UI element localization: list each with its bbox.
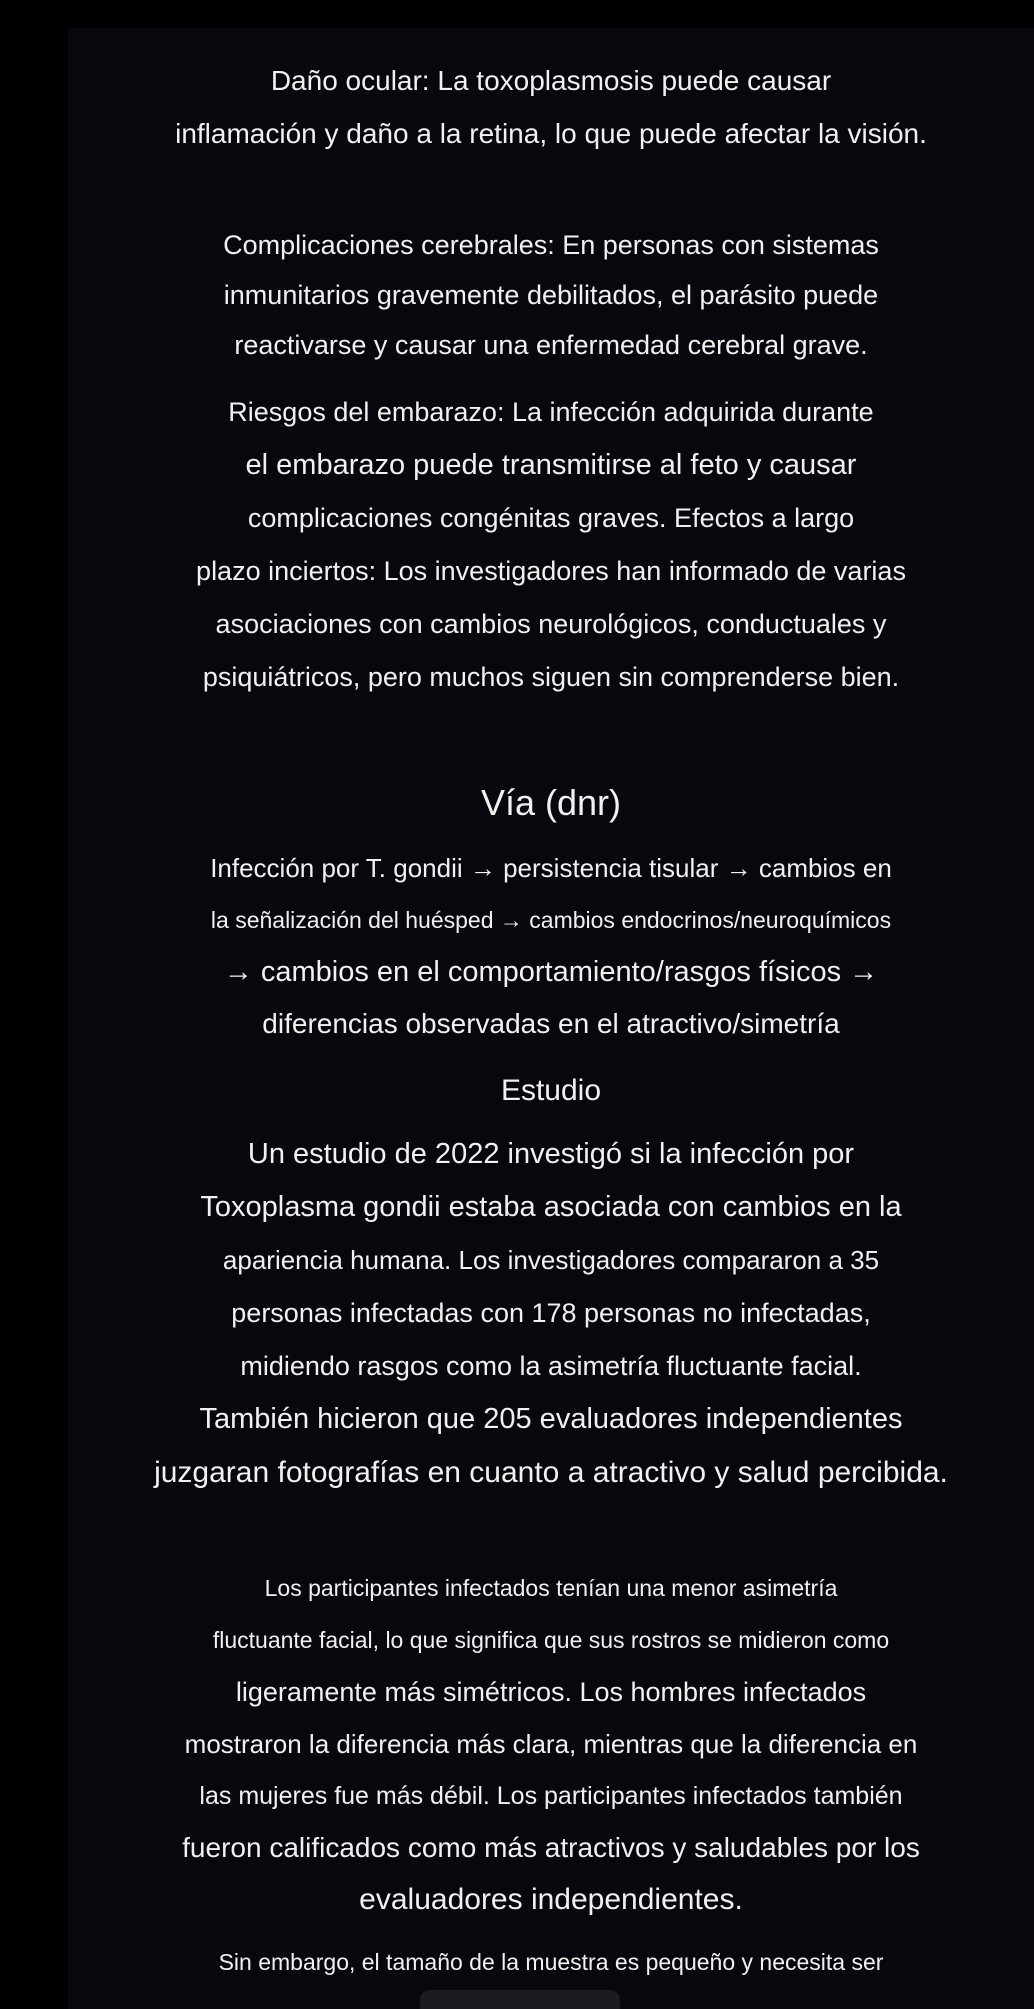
text-line: ligeramente más simétricos. Los hombres infectados [235, 1677, 867, 1707]
section-heading-pathway: Vía (dnr) [480, 782, 622, 823]
section-heading-study: Estudio [500, 1074, 602, 1107]
text-line: evaluadores independientes. [359, 1883, 743, 1916]
text-line: Toxoplasma gondii estaba asociada con cambios en la [200, 1191, 902, 1223]
text-line: juzgaran fotografías en cuanto a atractivo y salud percibida. [154, 1456, 948, 1489]
paragraph-study [68, 1128, 1034, 1499]
text-line: Daño ocular: La toxoplasmosis puede causar [270, 65, 832, 96]
text-line: inmunitarios gravemente debilitados, el parásito puede [223, 280, 879, 310]
text-line: personas infectadas con 178 personas no infectadas, [231, 1298, 871, 1328]
overlay-pill [420, 1990, 620, 2009]
text-line: plazo inciertos: Los investigadores han informado de varias [196, 556, 906, 586]
text-line: inflamación y daño a la retina, lo que puede afectar la visión. [175, 118, 927, 149]
paragraph-pregnancy-risks [68, 386, 1034, 704]
text-line: fueron calificados como más atractivos y saludables por los [182, 1832, 920, 1863]
text-line: fluctuante facial, lo que significa que sus rostros se midieron como [212, 1627, 890, 1653]
text-line: psiquiátricos, pero muchos siguen sin comprenderse bien. [202, 662, 900, 692]
top-edge [0, 0, 1034, 28]
text-line: la señalización del huésped → cambios endocrinos/neuroquímicos [210, 907, 892, 933]
text-line: complicaciones congénitas graves. Efectos a largo [247, 503, 855, 533]
text-line: Complicaciones cerebrales: En personas con sistemas [223, 230, 879, 260]
paragraph-eye-damage [68, 54, 1034, 160]
text-line: las mujeres fue más débil. Los participantes infectados también [199, 1782, 903, 1810]
paragraph-brain-complications [68, 220, 1034, 370]
text-line: Un estudio de 2022 investigó si la infección por [247, 1138, 855, 1170]
text-line: asociaciones con cambios neurológicos, conductuales y [215, 609, 887, 639]
text-line: Los participantes infectados tenían una menor asimetría [264, 1575, 838, 1601]
paragraph-pathway [68, 842, 1034, 1050]
text-line: Riesgos del embarazo: La infección adquirida durante [228, 397, 874, 427]
text-line: mostraron la diferencia más clara, mientras que la diferencia en [184, 1729, 918, 1759]
text-line: el embarazo puede transmitirse al feto y causar [245, 449, 857, 481]
text-line: midiendo rasgos como la asimetría fluctuante facial. [240, 1351, 862, 1381]
text-line: Infección por T. gondii → persistencia tisular → cambios en [210, 853, 892, 883]
text-line: apariencia humana. Los investigadores compararon a 35 [222, 1245, 880, 1275]
paragraph-results [68, 1562, 1034, 1926]
text-line: → cambios en el comportamiento/rasgos físicos → [223, 956, 879, 988]
text-line: También hicieron que 205 evaluadores independientes [199, 1403, 903, 1435]
text-line: Sin embargo, el tamaño de la muestra es pequeño y necesita ser [218, 1949, 884, 1975]
paragraph-caveat [68, 1942, 1034, 1982]
text-line: reactivarse y causar una enfermedad cerebral grave. [234, 330, 868, 360]
text-line: diferencias observadas en el atractivo/simetría [262, 1008, 840, 1039]
